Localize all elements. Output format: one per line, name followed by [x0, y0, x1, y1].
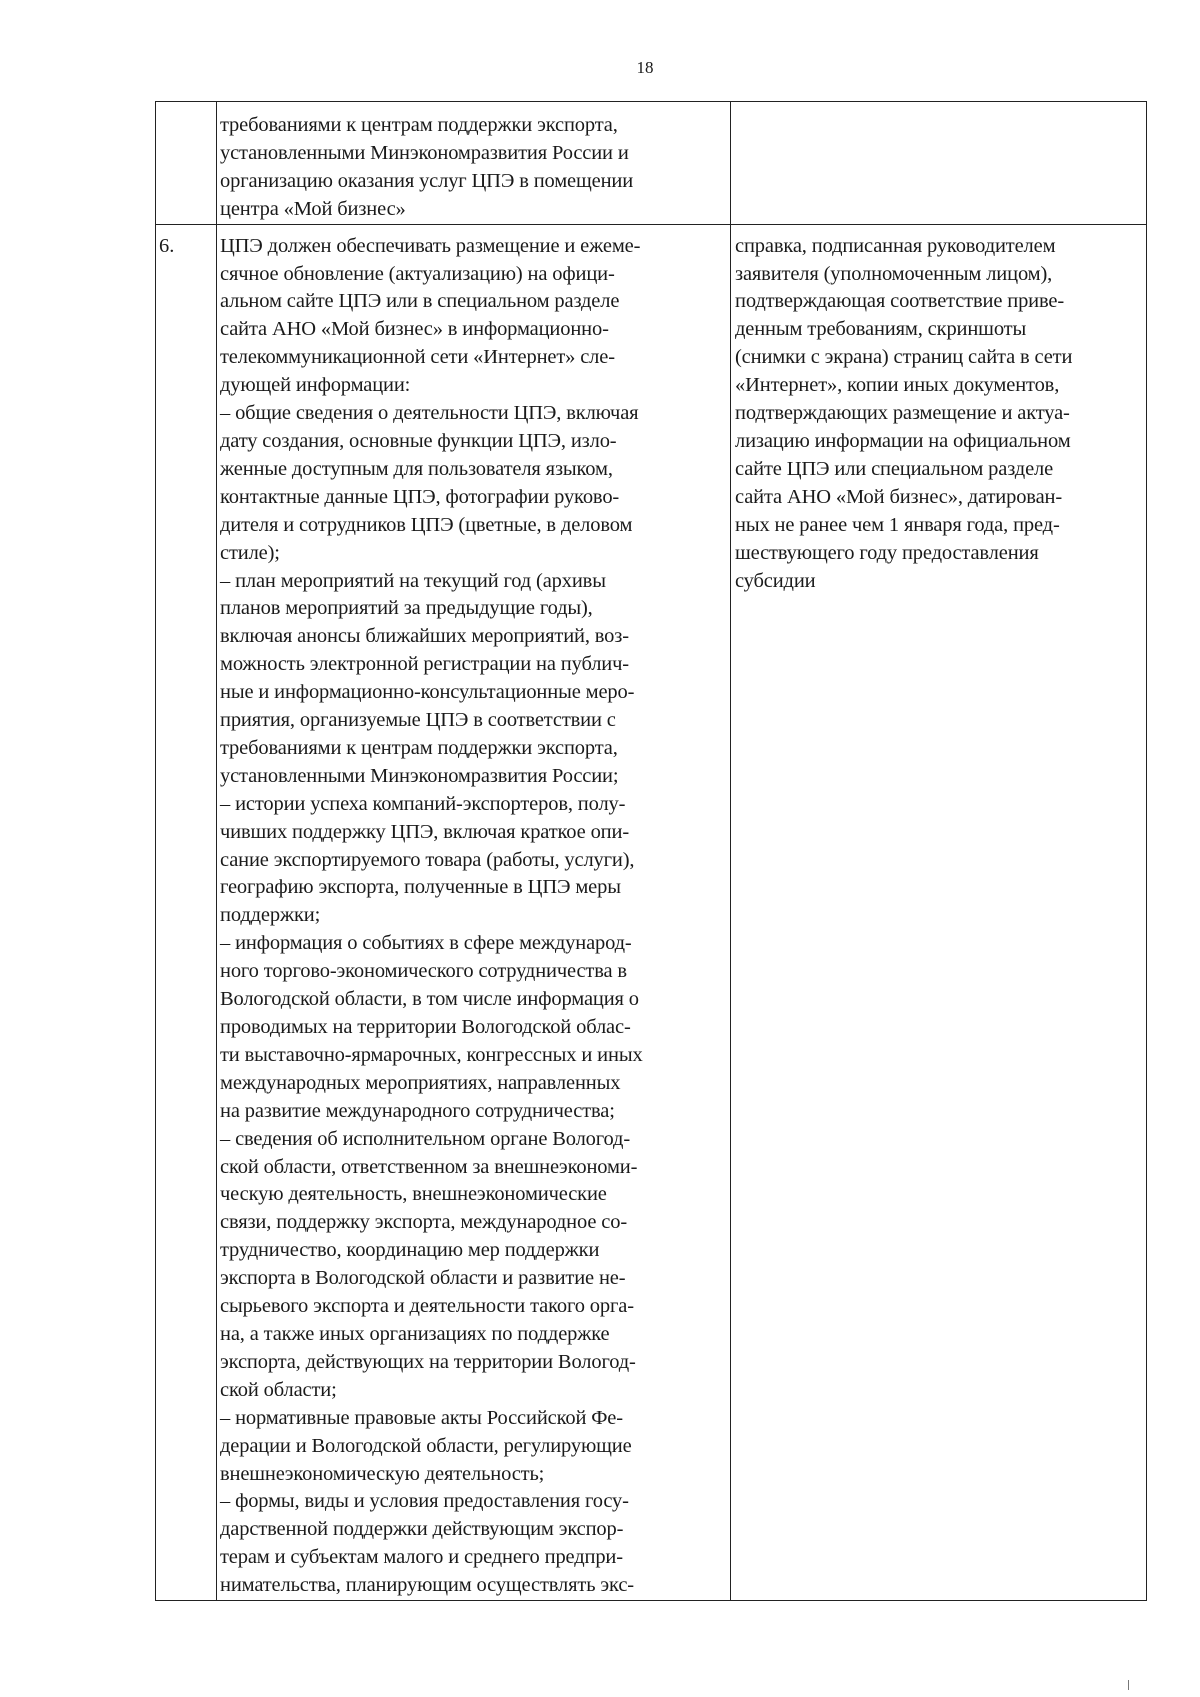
- text-line: сайте ЦПЭ или специальном разделе: [735, 457, 1054, 480]
- requirements-table: [155, 101, 1147, 1601]
- documents-text: [731, 102, 1146, 112]
- text-line: подтверждающая соответствие приве-: [735, 290, 1065, 313]
- text-line: связи, поддержку экспорта, международное со-: [220, 1211, 628, 1234]
- text-line: «Интернет», копии иных документов,: [735, 374, 1060, 397]
- text-line: справка, подписанная руководителем: [735, 234, 1056, 257]
- text-line: сырьевого экспорта и деятельности такого орга-: [220, 1295, 634, 1318]
- requirement-cell: [217, 102, 731, 225]
- text-line: можность электронной регистрации на публич-: [220, 653, 629, 676]
- text-line: дерации и Вологодской области, регулирующие: [220, 1434, 632, 1457]
- text-line: сячное обновление (актуализацию) на офици-: [220, 262, 615, 285]
- text-line: поддержки;: [220, 904, 321, 927]
- text-line: на, а также иных организациях по поддержке: [220, 1322, 610, 1345]
- text-line: ЦПЭ должен обеспечивать размещение и ежеме-: [220, 234, 641, 257]
- text-line: шествующего году предоставления: [735, 541, 1039, 564]
- text-line: ской области;: [220, 1378, 337, 1401]
- text-line: дату создания, основные функции ЦПЭ, изло-: [220, 429, 617, 452]
- text-line: заявителя (уполномоченным лицом),: [735, 262, 1053, 285]
- page-number: 18: [636, 58, 654, 77]
- text-line: денным требованиям, скриншоты: [735, 318, 1027, 341]
- documents-text: [731, 225, 1146, 596]
- text-line: центра «Мой бизнес»: [220, 197, 406, 220]
- documents-cell: [731, 102, 1147, 225]
- text-line: планов мероприятий за предыдущие годы),: [220, 597, 593, 620]
- documents-cell: [731, 224, 1147, 1600]
- text-line: требованиями к центрам поддержки экспорта,: [220, 114, 618, 136]
- text-line: подтверждающих размещение и актуа-: [735, 402, 1070, 425]
- row-number: 6.: [159, 234, 175, 257]
- text-line: нимательства, планирующим осуществлять экс-: [220, 1574, 634, 1597]
- text-line: альном сайте ЦПЭ или в специальном разделе: [220, 290, 620, 313]
- text-line: стиле);: [220, 541, 280, 564]
- row-number: [156, 102, 216, 110]
- text-line: – информация о событиях в сфере международ-: [220, 932, 632, 955]
- text-line: субсидии: [735, 569, 816, 592]
- text-line: дарственной поддержки действующим экспор-: [220, 1518, 624, 1541]
- text-line: лизацию информации на официальном: [735, 429, 1071, 452]
- text-line: сайта АНО «Мой бизнес» в информационно-: [220, 318, 609, 341]
- text-line: ческую деятельность, внешнеэкономические: [220, 1183, 607, 1206]
- row-number-cell: [156, 224, 217, 1600]
- text-line: – план мероприятий на текущий год (архивы: [220, 569, 606, 592]
- requirement-cell: [217, 224, 731, 1600]
- text-line: установленными Минэкономразвития России и: [220, 141, 629, 164]
- text-line: – истории успеха компаний-экспортеров, полу-: [220, 792, 626, 815]
- text-line: (снимки с экрана) страниц сайта в сети: [735, 346, 1073, 369]
- text-line: включая анонсы ближайших мероприятий, воз-: [220, 625, 629, 648]
- text-line: внешнеэкономическую деятельность;: [220, 1462, 545, 1485]
- text-line: ных не ранее чем 1 января года, пред-: [735, 513, 1060, 536]
- text-line: дующей информации:: [220, 374, 411, 397]
- text-line: Вологодской области, в том числе информация о: [220, 988, 639, 1011]
- text-line: – нормативные правовые акты Российской Фе-: [220, 1406, 623, 1429]
- text-line: – формы, виды и условия предоставления госу-: [220, 1490, 629, 1513]
- text-line: – сведения об исполнительном органе Вологод-: [220, 1127, 630, 1150]
- text-line: географию экспорта, полученные в ЦПЭ меры: [220, 876, 621, 899]
- text-line: проводимых на территории Вологодской облас-: [220, 1016, 631, 1038]
- scan-mark: [1128, 1680, 1129, 1690]
- text-line: экспорта, действующих на территории Вологод-: [220, 1350, 636, 1373]
- requirement-text: [217, 225, 730, 1600]
- text-line: ти выставочно-ярмарочных, конгрессных и иных: [220, 1043, 643, 1066]
- text-line: сайта АНО «Мой бизнес», датирован-: [735, 485, 1063, 508]
- text-line: приятия, организуемые ЦПЭ в соответствии с: [220, 709, 616, 732]
- text-line: на развитие международного сотрудничества;: [220, 1099, 615, 1122]
- text-line: чивших поддержку ЦПЭ, включая краткое опи-: [220, 820, 629, 843]
- text-line: требованиями к центрам поддержки экспорта,: [220, 736, 618, 759]
- table-row: [156, 102, 1147, 225]
- text-line: международных мероприятиях, направленных: [220, 1071, 621, 1094]
- table-row: [156, 224, 1147, 1600]
- text-line: дителя и сотрудников ЦПЭ (цветные, в деловом: [220, 513, 633, 536]
- text-line: терам и субъектам малого и среднего предпри-: [220, 1546, 623, 1569]
- text-line: – общие сведения о деятельности ЦПЭ, включая: [220, 402, 639, 425]
- text-line: контактные данные ЦПЭ, фотографии руково-: [220, 485, 620, 508]
- text-line: трудничество, координацию мер поддержки: [220, 1239, 600, 1262]
- text-line: ного торгово-экономического сотрудничества в: [220, 960, 627, 983]
- text-line: ные и информационно-консультационные меро-: [220, 681, 635, 704]
- text-line: ской области, ответственном за внешнеэкономи-: [220, 1155, 638, 1178]
- text-line: экспорта в Вологодской области и развитие не-: [220, 1267, 626, 1290]
- text-line: сание экспортируемого товара (работы, услуги),: [220, 848, 635, 871]
- text-line: женные доступным для пользователя языком,: [220, 457, 613, 480]
- text-line: телекоммуникационной сети «Интернет» сле-: [220, 346, 615, 369]
- row-number-cell: [156, 102, 217, 225]
- text-line: установленными Минэкономразвития России;: [220, 764, 619, 787]
- requirement-text: [217, 102, 730, 224]
- text-line: организацию оказания услуг ЦПЭ в помещении: [220, 169, 634, 192]
